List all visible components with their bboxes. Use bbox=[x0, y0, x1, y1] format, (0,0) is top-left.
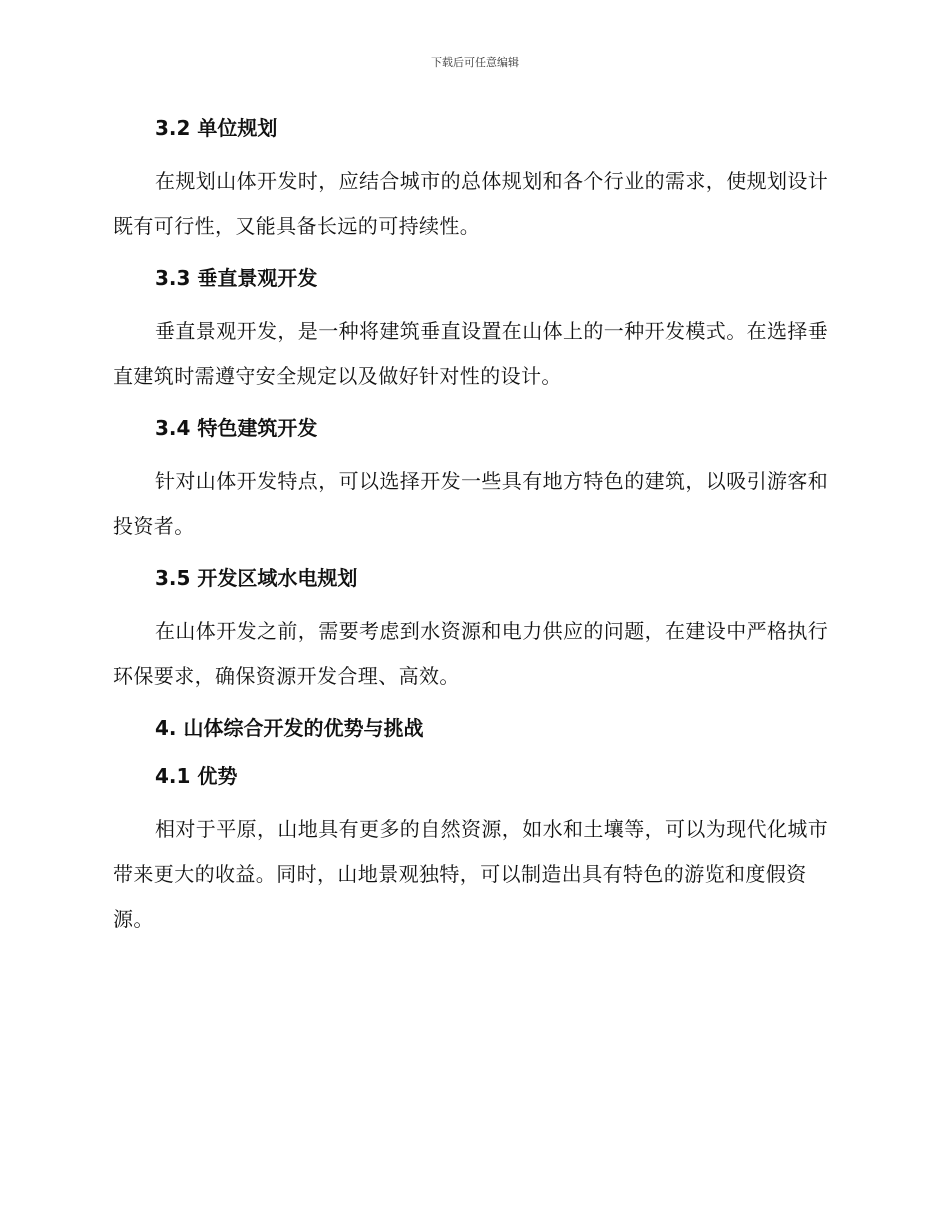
section-heading-3-3: 3.3 垂直景观开发 bbox=[155, 266, 318, 290]
section-heading-4-1: 4.1 优势 bbox=[155, 764, 238, 788]
section-paragraph-3-5: 在山体开发之前，需要考虑到水资源和电力供应的问题，在建设中严格执行环保要求，确保资源开发合理、高效。 bbox=[113, 619, 829, 688]
section-paragraph-3-2: 在规划山体开发时，应结合城市的总体规划和各个行业的需求，使规划设计既有可行性，又能具备长远的可持续性。 bbox=[113, 169, 829, 238]
section-paragraph-3-4: 针对山体开发特点，可以选择开发一些具有地方特色的建筑，以吸引游客和投资者。 bbox=[113, 469, 829, 538]
section-paragraph-3-3: 垂直景观开发，是一种将建筑垂直设置在山体上的一种开发模式。在选择垂直建筑时需遵守安全规定以及做好针对性的设计。 bbox=[113, 319, 829, 388]
document-body bbox=[113, 111, 833, 954]
header-note: 下载后可任意编辑 bbox=[431, 56, 519, 69]
section-paragraph-4-1: 相对于平原，山地具有更多的自然资源，如水和土壤等，可以为现代化城市带来更大的收益。同时，山地景观独特，可以制造出具有特色的游览和度假资源。 bbox=[113, 817, 829, 931]
section-heading-3-2: 3.2 单位规划 bbox=[155, 116, 278, 140]
section-heading-3-5: 3.5 开发区域水电规划 bbox=[155, 566, 358, 590]
section-heading-3-4: 3.4 特色建筑开发 bbox=[155, 416, 318, 440]
chapter-heading-4: 4. 山体综合开发的优势与挑战 bbox=[155, 716, 424, 740]
